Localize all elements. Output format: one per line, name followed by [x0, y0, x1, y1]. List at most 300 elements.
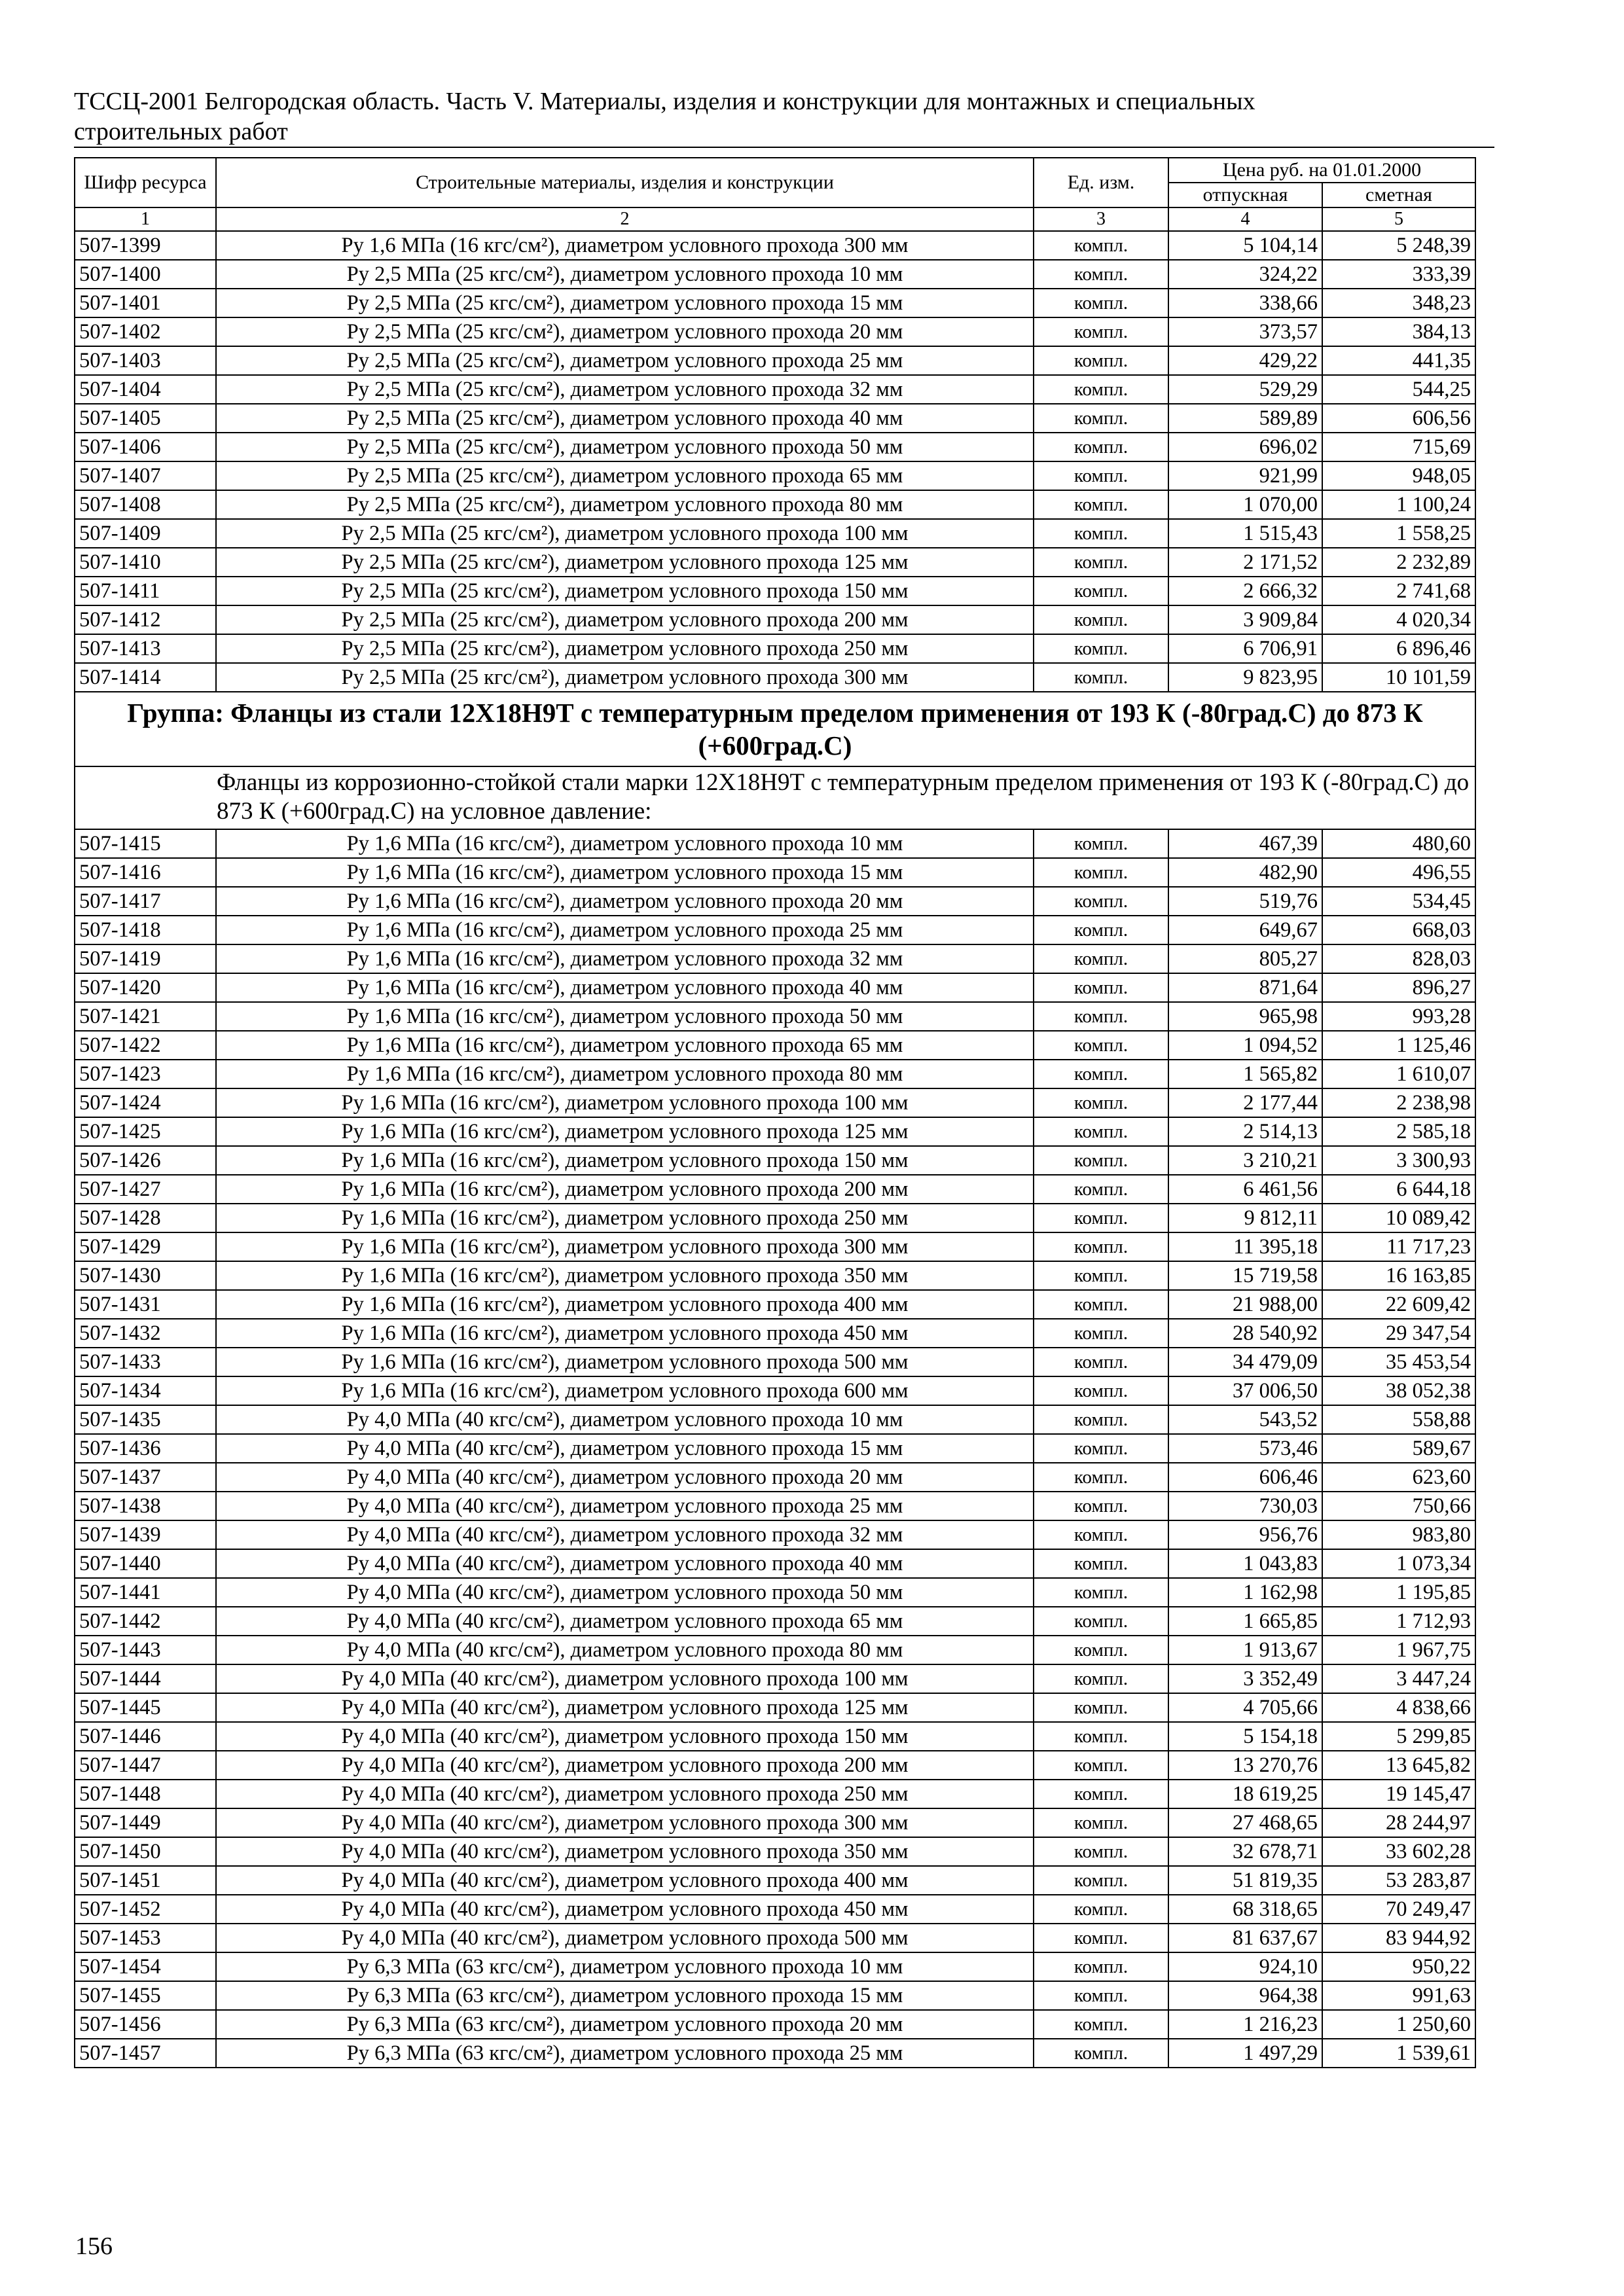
resource-code-cell: 507-1408 — [75, 490, 216, 519]
item-description-cell: Ру 2,5 МПа (25 кгс/см²), диаметром условного прохода 32 мм — [216, 375, 1034, 404]
estimate-price-cell: 5 299,85 — [1322, 1722, 1475, 1751]
estimate-price-cell: 948,05 — [1322, 461, 1475, 490]
unit-cell: компл. — [1034, 1261, 1168, 1290]
table-row — [75, 1463, 1475, 1492]
table-row — [75, 829, 1475, 858]
table-row — [75, 346, 1475, 375]
unit-cell: компл. — [1034, 973, 1168, 1002]
unit-cell: компл. — [1034, 1405, 1168, 1434]
wholesale-price-cell: 3 352,49 — [1168, 1664, 1322, 1693]
unit-cell: компл. — [1034, 634, 1168, 663]
unit-cell: компл. — [1034, 858, 1168, 887]
unit-cell: компл. — [1034, 944, 1168, 973]
resource-code-cell: 507-1438 — [75, 1492, 216, 1520]
table-row — [75, 2010, 1475, 2039]
table-row — [75, 1146, 1475, 1175]
item-description-cell: Ру 1,6 МПа (16 кгс/см²), диаметром условного прохода 65 мм — [216, 1031, 1034, 1060]
table-row — [75, 1664, 1475, 1693]
estimate-price-cell: 715,69 — [1322, 433, 1475, 461]
item-description-cell: Ру 4,0 МПа (40 кгс/см²), диаметром условного прохода 500 мм — [216, 1924, 1034, 1952]
resource-code-cell: 507-1436 — [75, 1434, 216, 1463]
estimate-price-cell: 2 238,98 — [1322, 1088, 1475, 1117]
wholesale-price-cell: 68 318,65 — [1168, 1895, 1322, 1924]
unit-cell: компл. — [1034, 1088, 1168, 1117]
table-row — [75, 1981, 1475, 2010]
table-row — [75, 433, 1475, 461]
estimate-price-cell: 544,25 — [1322, 375, 1475, 404]
estimate-price-cell: 6 644,18 — [1322, 1175, 1475, 1204]
wholesale-price-cell: 18 619,25 — [1168, 1780, 1322, 1808]
table-row — [75, 1492, 1475, 1520]
table-row — [75, 577, 1475, 605]
estimate-price-cell: 1 073,34 — [1322, 1549, 1475, 1578]
wholesale-price-cell: 32 678,71 — [1168, 1837, 1322, 1866]
resource-code-cell: 507-1441 — [75, 1578, 216, 1607]
item-description-cell: Ру 6,3 МПа (63 кгс/см²), диаметром условного прохода 20 мм — [216, 2010, 1034, 2039]
col-header-price: Цена руб. на 01.01.2000 — [1168, 158, 1475, 183]
item-description-cell: Ру 6,3 МПа (63 кгс/см²), диаметром условного прохода 15 мм — [216, 1981, 1034, 2010]
estimate-price-cell: 534,45 — [1322, 887, 1475, 916]
item-description-cell: Ру 2,5 МПа (25 кгс/см²), диаметром условного прохода 20 мм — [216, 317, 1034, 346]
estimate-price-cell: 441,35 — [1322, 346, 1475, 375]
estimate-price-cell: 28 244,97 — [1322, 1808, 1475, 1837]
table-row — [75, 519, 1475, 548]
table-row — [75, 1895, 1475, 1924]
unit-cell: компл. — [1034, 548, 1168, 577]
estimate-price-cell: 1 610,07 — [1322, 1060, 1475, 1088]
wholesale-price-cell: 338,66 — [1168, 289, 1322, 317]
wholesale-price-cell: 15 719,58 — [1168, 1261, 1322, 1290]
resource-code-cell: 507-1449 — [75, 1808, 216, 1837]
wholesale-price-cell: 1 162,98 — [1168, 1578, 1322, 1607]
wholesale-price-cell: 573,46 — [1168, 1434, 1322, 1463]
wholesale-price-cell: 805,27 — [1168, 944, 1322, 973]
estimate-price-cell: 4 838,66 — [1322, 1693, 1475, 1722]
table-row — [75, 1722, 1475, 1751]
estimate-price-cell: 993,28 — [1322, 1002, 1475, 1031]
table-row — [75, 1693, 1475, 1722]
estimate-price-cell: 480,60 — [1322, 829, 1475, 858]
item-description-cell: Ру 4,0 МПа (40 кгс/см²), диаметром условного прохода 15 мм — [216, 1434, 1034, 1463]
wholesale-price-cell: 1 913,67 — [1168, 1636, 1322, 1664]
table-body-section-a — [75, 231, 1475, 692]
resource-code-cell: 507-1420 — [75, 973, 216, 1002]
unit-cell: компл. — [1034, 1146, 1168, 1175]
resource-code-cell: 507-1422 — [75, 1031, 216, 1060]
table-row — [75, 1117, 1475, 1146]
item-description-cell: Ру 4,0 МПа (40 кгс/см²), диаметром условного прохода 150 мм — [216, 1722, 1034, 1751]
item-description-cell: Ру 4,0 МПа (40 кгс/см²), диаметром условного прохода 125 мм — [216, 1693, 1034, 1722]
subgroup-row — [75, 766, 1475, 829]
estimate-price-cell: 750,66 — [1322, 1492, 1475, 1520]
item-description-cell: Ру 1,6 МПа (16 кгс/см²), диаметром условного прохода 250 мм — [216, 1204, 1034, 1232]
unit-cell: компл. — [1034, 404, 1168, 433]
table-row — [75, 1348, 1475, 1376]
table-row — [75, 1549, 1475, 1578]
wholesale-price-cell: 2 666,32 — [1168, 577, 1322, 605]
unit-cell: компл. — [1034, 2039, 1168, 2068]
wholesale-price-cell: 2 514,13 — [1168, 1117, 1322, 1146]
estimate-price-cell: 384,13 — [1322, 317, 1475, 346]
col-header-unit: Ед. изм. — [1034, 158, 1168, 207]
table-row — [75, 887, 1475, 916]
table-row — [75, 289, 1475, 317]
table-body-section-b — [75, 829, 1475, 2068]
item-description-cell: Ру 4,0 МПа (40 кгс/см²), диаметром условного прохода 300 мм — [216, 1808, 1034, 1837]
unit-cell: компл. — [1034, 1837, 1168, 1866]
wholesale-price-cell: 81 637,67 — [1168, 1924, 1322, 1952]
unit-cell: компл. — [1034, 1636, 1168, 1664]
unit-cell: компл. — [1034, 1808, 1168, 1837]
estimate-price-cell: 5 248,39 — [1322, 231, 1475, 260]
item-description-cell: Ру 1,6 МПа (16 кгс/см²), диаметром условного прохода 20 мм — [216, 887, 1034, 916]
table-row — [75, 1002, 1475, 1031]
item-description-cell: Ру 1,6 МПа (16 кгс/см²), диаметром условного прохода 100 мм — [216, 1088, 1034, 1117]
wholesale-price-cell: 9 812,11 — [1168, 1204, 1322, 1232]
unit-cell: компл. — [1034, 461, 1168, 490]
estimate-price-cell: 896,27 — [1322, 973, 1475, 1002]
wholesale-price-cell: 696,02 — [1168, 433, 1322, 461]
item-description-cell: Ру 1,6 МПа (16 кгс/см²), диаметром условного прохода 10 мм — [216, 829, 1034, 858]
wholesale-price-cell: 543,52 — [1168, 1405, 1322, 1434]
item-description-cell: Ру 2,5 МПа (25 кгс/см²), диаметром условного прохода 100 мм — [216, 519, 1034, 548]
table-row — [75, 1808, 1475, 1837]
table-row — [75, 1290, 1475, 1319]
unit-cell: компл. — [1034, 1664, 1168, 1693]
wholesale-price-cell: 324,22 — [1168, 260, 1322, 289]
estimate-price-cell: 10 089,42 — [1322, 1204, 1475, 1232]
wholesale-price-cell: 924,10 — [1168, 1952, 1322, 1981]
wholesale-price-cell: 3 909,84 — [1168, 605, 1322, 634]
table-row — [75, 231, 1475, 260]
resource-code-cell: 507-1424 — [75, 1088, 216, 1117]
estimate-price-cell: 38 052,38 — [1322, 1376, 1475, 1405]
resource-code-cell: 507-1432 — [75, 1319, 216, 1348]
item-description-cell: Ру 4,0 МПа (40 кгс/см²), диаметром условного прохода 40 мм — [216, 1549, 1034, 1578]
wholesale-price-cell: 589,89 — [1168, 404, 1322, 433]
resource-code-cell: 507-1411 — [75, 577, 216, 605]
unit-cell: компл. — [1034, 317, 1168, 346]
item-description-cell: Ру 4,0 МПа (40 кгс/см²), диаметром условного прохода 80 мм — [216, 1636, 1034, 1664]
table-head — [75, 158, 1475, 231]
wholesale-price-cell: 1 497,29 — [1168, 2039, 1322, 2068]
resource-code-cell: 507-1445 — [75, 1693, 216, 1722]
unit-cell: компл. — [1034, 1434, 1168, 1463]
resource-code-cell: 507-1421 — [75, 1002, 216, 1031]
estimate-price-cell: 950,22 — [1322, 1952, 1475, 1981]
resource-code-cell: 507-1443 — [75, 1636, 216, 1664]
unit-cell: компл. — [1034, 1348, 1168, 1376]
resource-code-cell: 507-1428 — [75, 1204, 216, 1232]
item-description-cell: Ру 2,5 МПа (25 кгс/см²), диаметром условного прохода 50 мм — [216, 433, 1034, 461]
estimate-price-cell: 2 232,89 — [1322, 548, 1475, 577]
estimate-price-cell: 1 558,25 — [1322, 519, 1475, 548]
table-row — [75, 605, 1475, 634]
estimate-price-cell: 2 741,68 — [1322, 577, 1475, 605]
item-description-cell: Ру 2,5 МПа (25 кгс/см²), диаметром условного прохода 250 мм — [216, 634, 1034, 663]
resource-code-cell: 507-1453 — [75, 1924, 216, 1952]
estimate-price-cell: 6 896,46 — [1322, 634, 1475, 663]
item-description-cell: Ру 6,3 МПа (63 кгс/см²), диаметром условного прохода 25 мм — [216, 2039, 1034, 2068]
resource-code-cell: 507-1429 — [75, 1232, 216, 1261]
unit-cell: компл. — [1034, 887, 1168, 916]
table-row — [75, 1175, 1475, 1204]
wholesale-price-cell: 5 104,14 — [1168, 231, 1322, 260]
estimate-price-cell: 10 101,59 — [1322, 663, 1475, 692]
wholesale-price-cell: 34 479,09 — [1168, 1348, 1322, 1376]
item-description-cell: Ру 4,0 МПа (40 кгс/см²), диаметром условного прохода 32 мм — [216, 1520, 1034, 1549]
table-row — [75, 1520, 1475, 1549]
table-row — [75, 375, 1475, 404]
wholesale-price-cell: 3 210,21 — [1168, 1146, 1322, 1175]
wholesale-price-cell: 1 515,43 — [1168, 519, 1322, 548]
table-row — [75, 317, 1475, 346]
item-description-cell: Ру 4,0 МПа (40 кгс/см²), диаметром условного прохода 65 мм — [216, 1607, 1034, 1636]
unit-cell: компл. — [1034, 1204, 1168, 1232]
unit-cell: компл. — [1034, 663, 1168, 692]
table-row — [75, 944, 1475, 973]
resource-code-cell: 507-1418 — [75, 916, 216, 944]
unit-cell: компл. — [1034, 1492, 1168, 1520]
resource-code-cell: 507-1437 — [75, 1463, 216, 1492]
table-row — [75, 1837, 1475, 1866]
unit-cell: компл. — [1034, 916, 1168, 944]
unit-cell: компл. — [1034, 1002, 1168, 1031]
col-header-estimate: сметная — [1322, 183, 1475, 207]
unit-cell: компл. — [1034, 1319, 1168, 1348]
resource-code-cell: 507-1442 — [75, 1607, 216, 1636]
unit-cell: компл. — [1034, 1060, 1168, 1088]
resource-code-cell: 507-1457 — [75, 2039, 216, 2068]
estimate-price-cell: 3 447,24 — [1322, 1664, 1475, 1693]
unit-cell: компл. — [1034, 1232, 1168, 1261]
table-row — [75, 1924, 1475, 1952]
wholesale-price-cell: 529,29 — [1168, 375, 1322, 404]
table-row — [75, 1031, 1475, 1060]
resource-code-cell: 507-1407 — [75, 461, 216, 490]
table-row — [75, 1952, 1475, 1981]
item-description-cell: Ру 2,5 МПа (25 кгс/см²), диаметром условного прохода 80 мм — [216, 490, 1034, 519]
estimate-price-cell: 668,03 — [1322, 916, 1475, 944]
estimate-price-cell: 13 645,82 — [1322, 1751, 1475, 1780]
wholesale-price-cell: 1 565,82 — [1168, 1060, 1322, 1088]
wholesale-price-cell: 519,76 — [1168, 887, 1322, 916]
estimate-price-cell: 4 020,34 — [1322, 605, 1475, 634]
item-description-cell: Ру 1,6 МПа (16 кгс/см²), диаметром условного прохода 350 мм — [216, 1261, 1034, 1290]
resource-code-cell: 507-1405 — [75, 404, 216, 433]
item-description-cell: Ру 1,6 МПа (16 кгс/см²), диаметром условного прохода 200 мм — [216, 1175, 1034, 1204]
estimate-price-cell: 496,55 — [1322, 858, 1475, 887]
wholesale-price-cell: 921,99 — [1168, 461, 1322, 490]
resource-code-cell: 507-1427 — [75, 1175, 216, 1204]
wholesale-price-cell: 6 461,56 — [1168, 1175, 1322, 1204]
unit-cell: компл. — [1034, 231, 1168, 260]
item-description-cell: Ру 2,5 МПа (25 кгс/см²), диаметром условного прохода 300 мм — [216, 663, 1034, 692]
group-title: Группа: Фланцы из стали 12Х18Н9Т с температурным пределом применения от 193 К (-80град.С) до 873 К (+600град.С) — [75, 692, 1475, 766]
item-description-cell: Ру 1,6 МПа (16 кгс/см²), диаметром условного прохода 150 мм — [216, 1146, 1034, 1175]
resource-code-cell: 507-1426 — [75, 1146, 216, 1175]
resource-code-cell: 507-1434 — [75, 1376, 216, 1405]
estimate-price-cell: 35 453,54 — [1322, 1348, 1475, 1376]
resource-code-cell: 507-1455 — [75, 1981, 216, 2010]
item-description-cell: Ру 1,6 МПа (16 кгс/см²), диаметром условного прохода 400 мм — [216, 1290, 1034, 1319]
resource-code-cell: 507-1452 — [75, 1895, 216, 1924]
unit-cell: компл. — [1034, 1924, 1168, 1952]
unit-cell: компл. — [1034, 1607, 1168, 1636]
unit-cell: компл. — [1034, 1117, 1168, 1146]
item-description-cell: Ру 2,5 МПа (25 кгс/см²), диаметром условного прохода 65 мм — [216, 461, 1034, 490]
table-row — [75, 1060, 1475, 1088]
wholesale-price-cell: 467,39 — [1168, 829, 1322, 858]
col-number-5: 5 — [1322, 207, 1475, 231]
table-row — [75, 1434, 1475, 1463]
wholesale-price-cell: 965,98 — [1168, 1002, 1322, 1031]
wholesale-price-cell: 9 823,95 — [1168, 663, 1322, 692]
item-description-cell: Ру 4,0 МПа (40 кгс/см²), диаметром условного прохода 25 мм — [216, 1492, 1034, 1520]
col-header-wholesale: отпускная — [1168, 183, 1322, 207]
table-row — [75, 1088, 1475, 1117]
table-row — [75, 663, 1475, 692]
table-row — [75, 1780, 1475, 1808]
estimate-price-cell: 623,60 — [1322, 1463, 1475, 1492]
table-row — [75, 858, 1475, 887]
estimate-price-cell: 22 609,42 — [1322, 1290, 1475, 1319]
wholesale-price-cell: 5 154,18 — [1168, 1722, 1322, 1751]
item-description-cell: Ру 4,0 МПа (40 кгс/см²), диаметром условного прохода 10 мм — [216, 1405, 1034, 1434]
wholesale-price-cell: 1 043,83 — [1168, 1549, 1322, 1578]
wholesale-price-cell: 730,03 — [1168, 1492, 1322, 1520]
unit-cell: компл. — [1034, 1549, 1168, 1578]
unit-cell: компл. — [1034, 1031, 1168, 1060]
group-section — [75, 692, 1475, 829]
estimate-price-cell: 33 602,28 — [1322, 1837, 1475, 1866]
group-heading-row — [75, 692, 1475, 766]
unit-cell: компл. — [1034, 1520, 1168, 1549]
item-description-cell: Ру 1,6 МПа (16 кгс/см²), диаметром условного прохода 450 мм — [216, 1319, 1034, 1348]
item-description-cell: Ру 1,6 МПа (16 кгс/см²), диаметром условного прохода 50 мм — [216, 1002, 1034, 1031]
subgroup-description: Фланцы из коррозионно-стойкой стали марки 12Х18Н9Т с температурным пределом применения от 193 К (-80град.С) до 873 К (+600град.С) на условное давление: — [75, 766, 1475, 829]
item-description-cell: Ру 1,6 МПа (16 кгс/см²), диаметром условного прохода 15 мм — [216, 858, 1034, 887]
header-title-line1: ТССЦ-2001 Белгородская область. Часть V. Материалы, изделия и конструкции для монтажных и специальных — [74, 88, 1255, 115]
unit-cell: компл. — [1034, 1290, 1168, 1319]
item-description-cell: Ру 1,6 МПа (16 кгс/см²), диаметром условного прохода 25 мм — [216, 916, 1034, 944]
resource-code-cell: 507-1454 — [75, 1952, 216, 1981]
item-description-cell: Ру 2,5 МПа (25 кгс/см²), диаметром условного прохода 15 мм — [216, 289, 1034, 317]
wholesale-price-cell: 27 468,65 — [1168, 1808, 1322, 1837]
wholesale-price-cell: 964,38 — [1168, 1981, 1322, 2010]
unit-cell: компл. — [1034, 289, 1168, 317]
unit-cell: компл. — [1034, 1175, 1168, 1204]
estimate-price-cell: 29 347,54 — [1322, 1319, 1475, 1348]
unit-cell: компл. — [1034, 1693, 1168, 1722]
item-description-cell: Ру 1,6 МПа (16 кгс/см²), диаметром условного прохода 600 мм — [216, 1376, 1034, 1405]
col-number-1: 1 — [75, 207, 216, 231]
table-row — [75, 1866, 1475, 1895]
resource-code-cell: 507-1431 — [75, 1290, 216, 1319]
table-row — [75, 1376, 1475, 1405]
table-row — [75, 1636, 1475, 1664]
table-row — [75, 260, 1475, 289]
header-title-line2: строительных работ — [74, 117, 1494, 148]
table-row — [75, 1204, 1475, 1232]
wholesale-price-cell: 13 270,76 — [1168, 1751, 1322, 1780]
item-description-cell: Ру 2,5 МПа (25 кгс/см²), диаметром условного прохода 40 мм — [216, 404, 1034, 433]
table-row — [75, 461, 1475, 490]
col-number-4: 4 — [1168, 207, 1322, 231]
table-row — [75, 1319, 1475, 1348]
wholesale-price-cell: 649,67 — [1168, 916, 1322, 944]
table-row — [75, 1607, 1475, 1636]
resource-code-cell: 507-1430 — [75, 1261, 216, 1290]
item-description-cell: Ру 2,5 МПа (25 кгс/см²), диаметром условного прохода 150 мм — [216, 577, 1034, 605]
estimate-price-cell: 1 125,46 — [1322, 1031, 1475, 1060]
resource-code-cell: 507-1425 — [75, 1117, 216, 1146]
item-description-cell: Ру 4,0 МПа (40 кгс/см²), диаметром условного прохода 350 мм — [216, 1837, 1034, 1866]
unit-cell: компл. — [1034, 1722, 1168, 1751]
unit-cell: компл. — [1034, 605, 1168, 634]
wholesale-price-cell: 28 540,92 — [1168, 1319, 1322, 1348]
estimate-price-cell: 53 283,87 — [1322, 1866, 1475, 1895]
table-row — [75, 1405, 1475, 1434]
wholesale-price-cell: 606,46 — [1168, 1463, 1322, 1492]
wholesale-price-cell: 1 216,23 — [1168, 2010, 1322, 2039]
resource-code-cell: 507-1406 — [75, 433, 216, 461]
unit-cell: компл. — [1034, 260, 1168, 289]
wholesale-price-cell: 6 706,91 — [1168, 634, 1322, 663]
resource-code-cell: 507-1402 — [75, 317, 216, 346]
unit-cell: компл. — [1034, 1952, 1168, 1981]
wholesale-price-cell: 11 395,18 — [1168, 1232, 1322, 1261]
resource-code-cell: 507-1404 — [75, 375, 216, 404]
resource-code-cell: 507-1444 — [75, 1664, 216, 1693]
item-description-cell: Ру 1,6 МПа (16 кгс/см²), диаметром условного прохода 300 мм — [216, 1232, 1034, 1261]
unit-cell: компл. — [1034, 2010, 1168, 2039]
table-row — [75, 1751, 1475, 1780]
resource-code-cell: 507-1403 — [75, 346, 216, 375]
table-row — [75, 634, 1475, 663]
unit-cell: компл. — [1034, 1895, 1168, 1924]
wholesale-price-cell: 4 705,66 — [1168, 1693, 1322, 1722]
wholesale-price-cell: 51 819,35 — [1168, 1866, 1322, 1895]
resource-code-cell: 507-1451 — [75, 1866, 216, 1895]
resource-code-cell: 507-1435 — [75, 1405, 216, 1434]
item-description-cell: Ру 1,6 МПа (16 кгс/см²), диаметром условного прохода 40 мм — [216, 973, 1034, 1002]
resource-code-cell: 507-1399 — [75, 231, 216, 260]
wholesale-price-cell: 37 006,50 — [1168, 1376, 1322, 1405]
unit-cell: компл. — [1034, 1376, 1168, 1405]
resource-code-cell: 507-1433 — [75, 1348, 216, 1376]
table-row — [75, 2039, 1475, 2068]
unit-cell: компл. — [1034, 1751, 1168, 1780]
unit-cell: компл. — [1034, 1981, 1168, 2010]
item-description-cell: Ру 2,5 МПа (25 кгс/см²), диаметром условного прохода 10 мм — [216, 260, 1034, 289]
table-row — [75, 1232, 1475, 1261]
resource-code-cell: 507-1417 — [75, 887, 216, 916]
estimate-price-cell: 1 539,61 — [1322, 2039, 1475, 2068]
estimate-price-cell: 83 944,92 — [1322, 1924, 1475, 1952]
item-description-cell: Ру 4,0 МПа (40 кгс/см²), диаметром условного прохода 450 мм — [216, 1895, 1034, 1924]
item-description-cell: Ру 4,0 МПа (40 кгс/см²), диаметром условного прохода 200 мм — [216, 1751, 1034, 1780]
estimate-price-cell: 828,03 — [1322, 944, 1475, 973]
resource-code-cell: 507-1410 — [75, 548, 216, 577]
estimate-price-cell: 558,88 — [1322, 1405, 1475, 1434]
estimate-price-cell: 3 300,93 — [1322, 1146, 1475, 1175]
wholesale-price-cell: 1 665,85 — [1168, 1607, 1322, 1636]
item-description-cell: Ру 1,6 МПа (16 кгс/см²), диаметром условного прохода 80 мм — [216, 1060, 1034, 1088]
resource-code-cell: 507-1447 — [75, 1751, 216, 1780]
unit-cell: компл. — [1034, 490, 1168, 519]
estimate-price-cell: 19 145,47 — [1322, 1780, 1475, 1808]
